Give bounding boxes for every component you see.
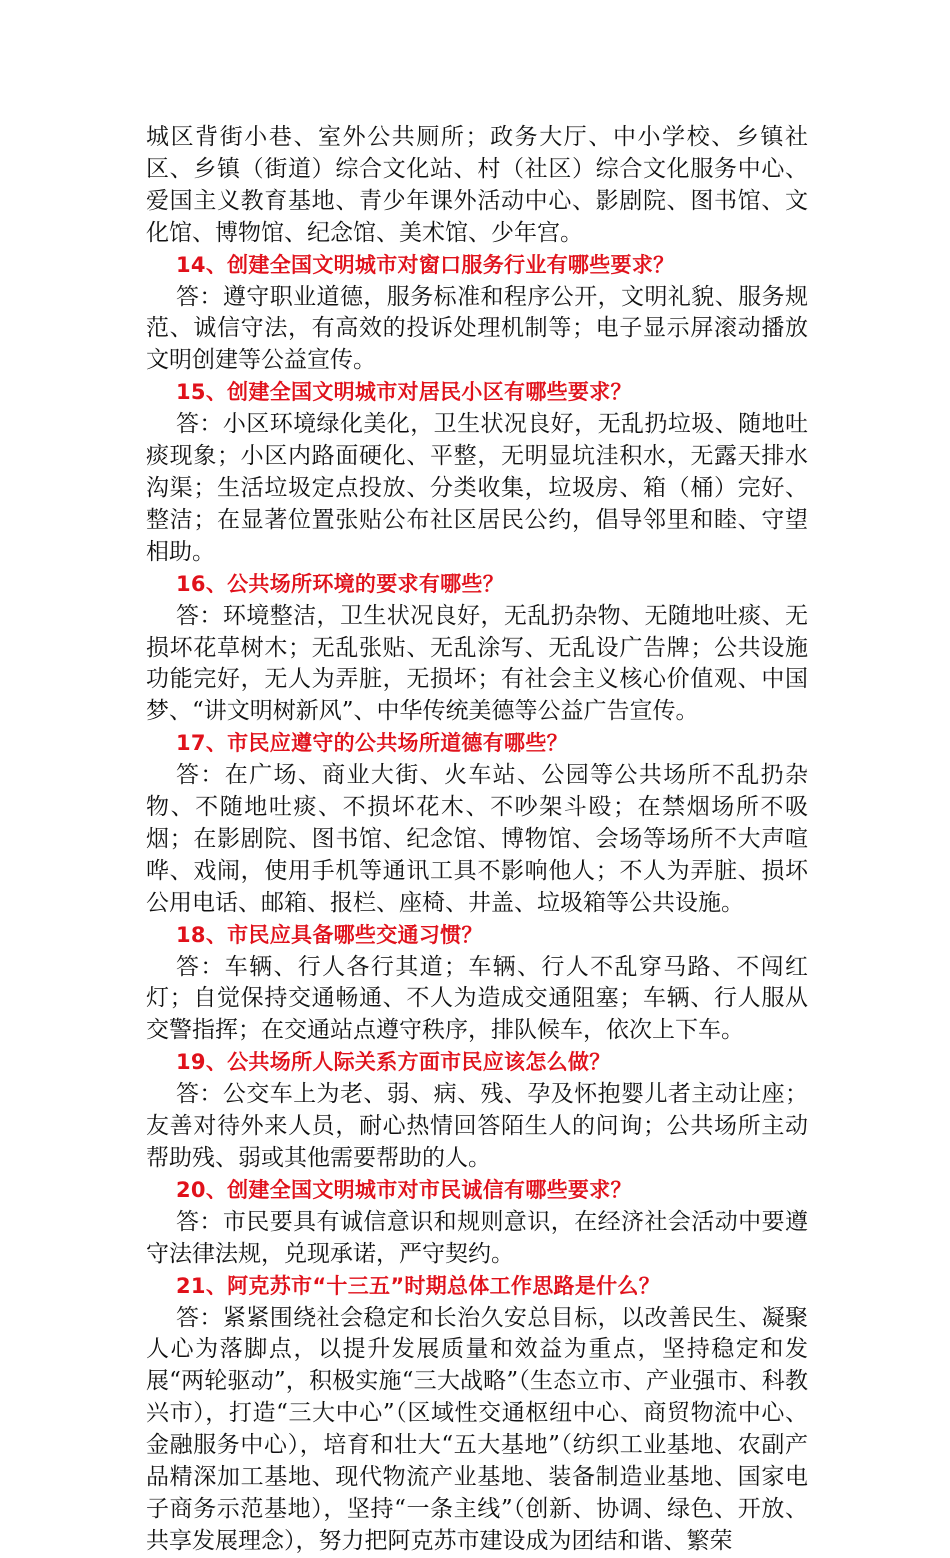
answer-15: 答：小区环境绿化美化，卫生状况良好，无乱扔垃圾、随地吐痰现象；小区内路面硬化、平整，无明显坑洼积水，无露天排水沟渠；生活垃圾定点投放、分类收集，垃圾房、箱（桶）完好、整洁；在显著位置张贴公布社区居民公约，倡导邻里和睦、守望相助。	[146, 411, 808, 565]
question-18: 18、市民应具备哪些交通习惯？	[176, 922, 483, 947]
question-20: 20、创建全国文明城市对市民诚信有哪些要求？	[176, 1177, 632, 1202]
answer-19: 答：公交车上为老、弱、病、残、孕及怀抱婴儿者主动让座；友善对待外来人员，耐心热情回答陌生人的问询；公共场所主动帮助残、弱或其他需要帮助的人。	[146, 1081, 808, 1171]
question-17: 17、市民应遵守的公共场所道德有哪些？	[176, 731, 568, 756]
answer-16: 答：环境整洁，卫生状况良好，无乱扔杂物、无随地吐痰、无损坏花草树木；无乱张贴、无乱涂写、无乱设广告牌；公共设施功能完好，无人为弄脏，无损坏；有社会主义核心价值观、中国梦、“讲文明树新风”、中华传统美德等公益广告宣传。	[146, 602, 808, 725]
intro-paragraph: 城区背街小巷、室外公共厕所；政务大厅、中小学校、乡镇社区、乡镇（街道）综合文化站、村（社区）综合文化服务中心、爱国主义教育基地、青少年课外活动中心、影剧院、图书馆、文化馆、博物馆、纪念馆、美术馆、少年宫。	[146, 124, 808, 246]
question-19: 19、公共场所人际关系方面市民应该怎么做？	[176, 1050, 611, 1075]
document-page	[146, 122, 808, 1558]
answer-17: 答：在广场、商业大街、火车站、公园等公共场所不乱扔杂物、不随地吐痰、不损坏花木、不吵架斗殴；在禁烟场所不吸烟；在影剧院、图书馆、纪念馆、博物馆、会场等场所不大声喧哗、戏闹，使用手机等通讯工具不影响他人；不人为弄脏、损坏公用电话、邮箱、报栏、座椅、井盖、垃圾箱等公共设施。	[146, 762, 808, 916]
answer-14: 答：遵守职业道德，服务标准和程序公开，文明礼貌、服务规范、诚信守法，有高效的投诉处理机制等；电子显示屏滚动播放文明创建等公益宣传。	[146, 283, 808, 374]
answer-20: 答：市民要具有诚信意识和规则意识，在经济社会活动中要遵守法律法规，兑现承诺，严守契约。	[146, 1208, 808, 1267]
answer-21: 答：紧紧围绕社会稳定和长治久安总目标，以改善民生、凝聚人心为落脚点，以提升发展质量和效益为重点，坚持稳定和发展“两轮驱动”，积极实施“三大战略”（生态立市、产业强市、科教兴市），打造“三大中心”（区域性交通枢纽中心、商贸物流中心、金融服务中心），培育和壮大“五大基地”（纺织工业基地、农副产品精深加工基地、现代物流产业基地、装备制造业基地、国家电子商务示范基地），坚持“一条主线”（创新、协调、绿色、开放、共享发展理念），努力把阿克苏市建设成为团结和谐、繁荣	[146, 1304, 808, 1554]
question-16: 16、公共场所环境的要求有哪些？	[176, 571, 505, 596]
question-21: 21、阿克苏市“十三五”时期总体工作思路是什么？	[176, 1273, 661, 1298]
question-15: 15、创建全国文明城市对居民小区有哪些要求？	[176, 380, 632, 405]
answer-18: 答：车辆、行人各行其道；车辆、行人不乱穿马路、不闯红灯；自觉保持交通畅通、不人为造成交通阻塞；车辆、行人服从交警指挥；在交通站点遵守秩序，排队候车，依次上下车。	[146, 953, 808, 1044]
question-14: 14、创建全国文明城市对窗口服务行业有哪些要求？	[176, 252, 675, 277]
